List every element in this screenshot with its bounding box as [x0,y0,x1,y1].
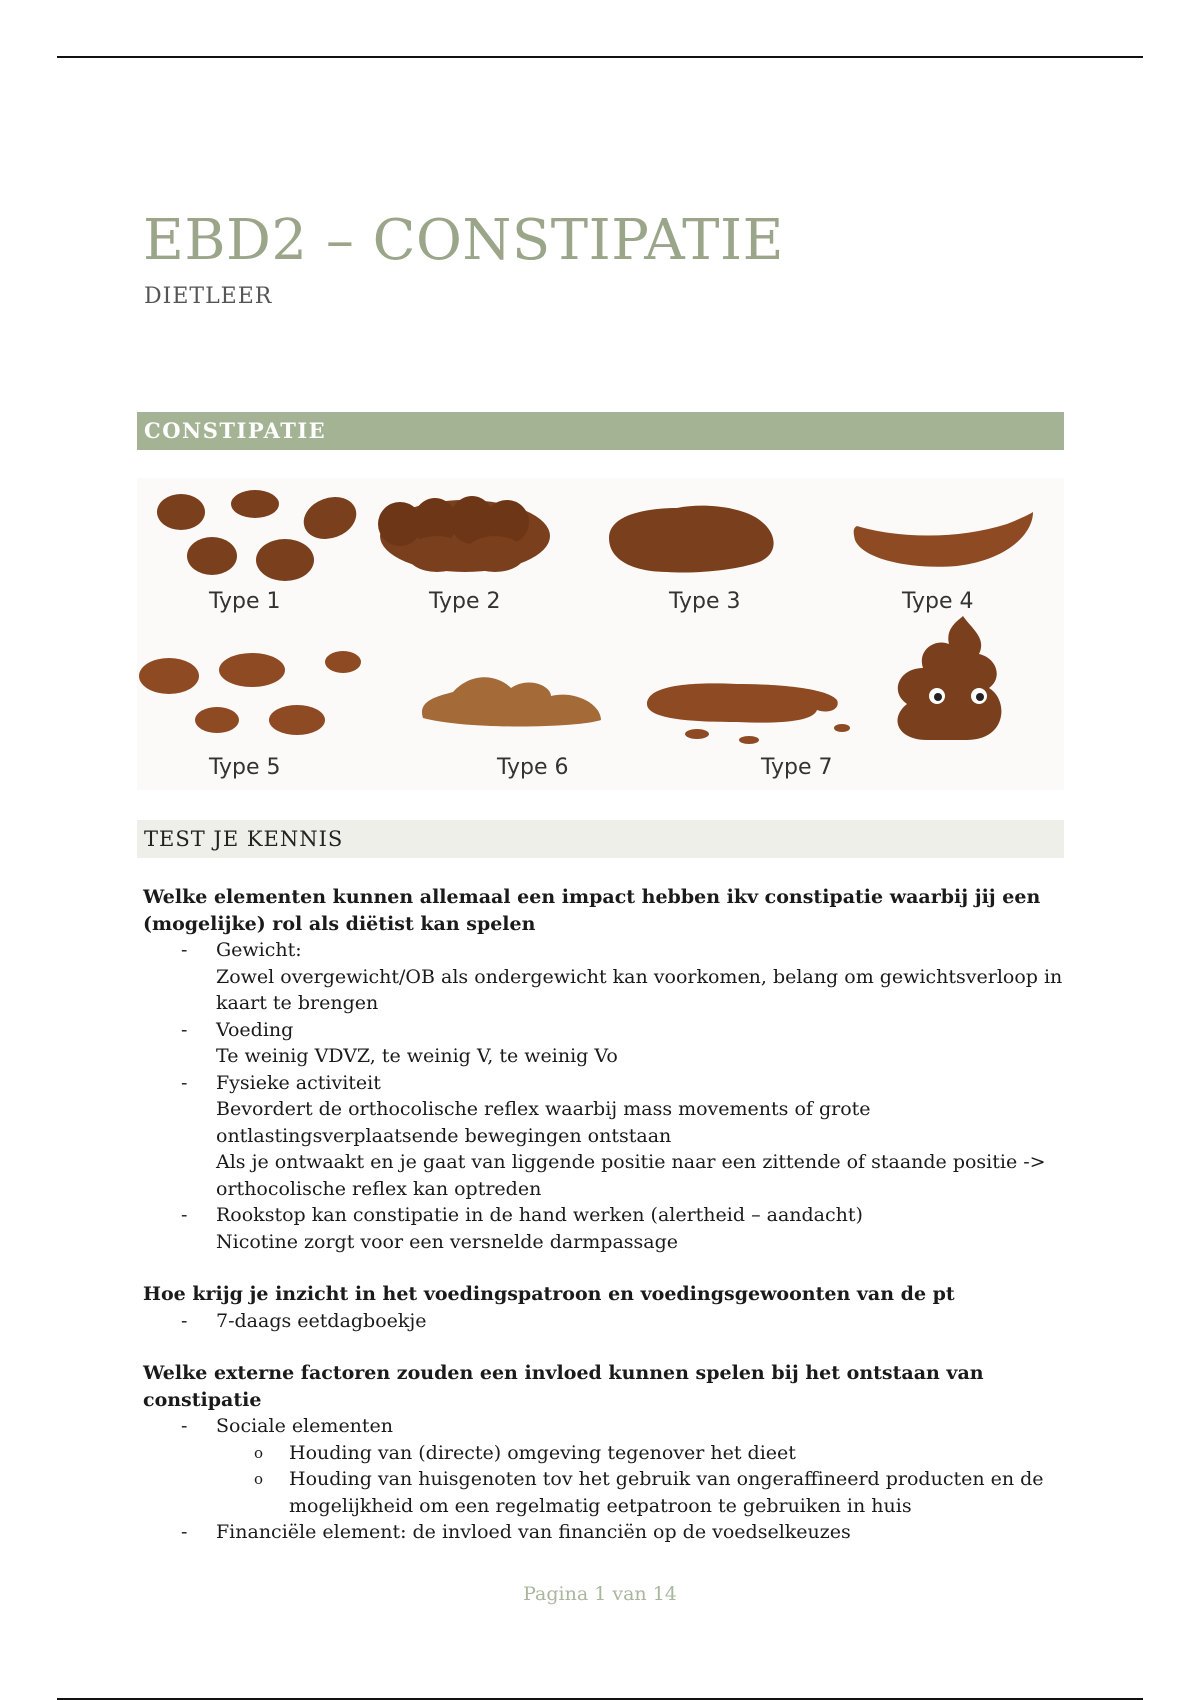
list-item [143,1519,1073,1546]
list-item [143,937,1073,1017]
answer-list [143,1413,1073,1546]
top-rule [57,56,1143,58]
sub-list-item [216,1466,1073,1519]
answer-line: Bevordert de orthocolische reflex waarbij mass movements of grote ontlastingsverplaatsende bewegingen ontstaan [216,1098,871,1147]
answer-line: Nicotine zorgt voor een versnelde darmpassage [216,1230,679,1253]
answer-line: Te weinig VDVZ, te weinig V, te weinig Vo [216,1045,618,1067]
section-heading-label: CONSTIPATIE [144,418,327,443]
answer-line: o Houding van (directe) omgeving tegenover het dieet [289,1441,796,1464]
stool-label-type-1: Type 1 [209,589,281,614]
list-item [143,1202,1073,1255]
answer-line: Zowel overgewicht/OB als ondergewicht kan voorkomen, belang om gewichtsverloop in kaart te brengen [216,965,1063,1014]
list-item [143,1070,1073,1203]
section-heading-label: TEST JE KENNIS [144,827,344,851]
stool-label-type-6: Type 6 [497,755,569,780]
list-item [143,1017,1073,1070]
stool-label-type-4: Type 4 [902,589,974,614]
stool-type-3-icon [609,506,774,573]
questions-body [143,884,1073,1572]
stool-label-type-3: Type 3 [669,589,741,614]
answer-line: - Fysieke activiteit [216,1071,381,1094]
stool-label-type-2: Type 2 [429,589,501,614]
answer-line: Als je ontwaakt en je gaat van liggende positie naar een zittende of staande positie -> orthocolische reflex kan optreden [216,1151,1046,1200]
list-item [143,1413,1073,1519]
section-heading-constipatie [137,412,1064,450]
stool-label-type-7: Type 7 [761,755,833,780]
answer-line: - Financiële element: de invloed van financiën op de voedselkeuzes [216,1521,851,1543]
list-item [143,1308,1073,1335]
section-heading-test-je-kennis [137,820,1064,858]
question-heading: Hoe krijg je inzicht in het voedingspatroon en voedingsgewoonten van de pt [143,1283,955,1305]
answer-line: o Houding van huisgenoten tov het gebruik van ongeraffineerd producten en de mogelijkheid om een regelmatig eetpatroon te gebruiken in huis [289,1468,1044,1517]
answer-line: - Rookstop kan constipatie in de hand werken (alertheid – aandacht) [216,1204,863,1226]
document-title: EBD2 – CONSTIPATIE [143,208,785,273]
page-number: Pagina 1 van 14 [523,1583,677,1605]
answer-line: - Gewicht: [216,939,302,961]
stool-label-type-5: Type 5 [209,755,281,780]
question-heading: Welke elementen kunnen allemaal een impact hebben ikv constipatie waarbij jij een (mogelijke) rol als diëtist kan spelen [143,886,1041,935]
answer-line: - Sociale elementen [216,1415,394,1437]
document-subtitle: DIETLEER [144,284,273,309]
answer-line: - Voeding [216,1018,294,1041]
question-heading: Welke externe factoren zouden een invloed kunnen spelen bij het ontstaan van constipatie [143,1362,984,1411]
answer-list [143,1308,1073,1335]
sub-list-item [216,1440,1073,1467]
answer-list [143,937,1073,1255]
bristol-stool-chart [137,478,1064,790]
sub-answer-list [216,1440,1073,1520]
answer-line: - 7-daags eetdagboekje [216,1309,427,1332]
